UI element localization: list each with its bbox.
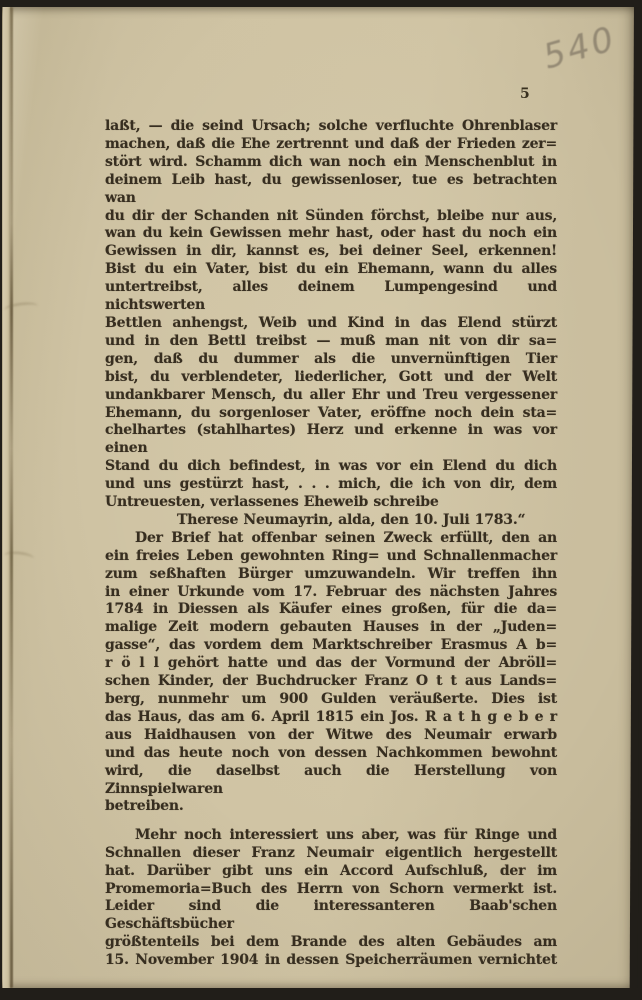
text-line: gasse“, das vordem dem Marktschreiber Erasmus A b= bbox=[105, 637, 557, 654]
text-line: betreiben. bbox=[105, 798, 184, 815]
text-line: malige Zeit modern gebauten Hauses in der „Juden= bbox=[105, 619, 557, 636]
binding-crease bbox=[10, 7, 13, 988]
text-line: gen, daß du dummer als die unvernünftigen Tier bbox=[105, 350, 557, 367]
text-line: wan du kein Gewissen mehr hast, oder hast du noch ein bbox=[105, 225, 557, 242]
text-line: in einer Urkunde vom 17. Februar des nächsten Jahres bbox=[105, 583, 557, 600]
text-line: Bist du ein Vater, bist du ein Ehemann, wann du alles bbox=[105, 261, 557, 278]
text-line: undankbarer Mensch, du aller Ehr und Treu vergessener bbox=[105, 386, 557, 403]
text-line: hat. Darüber gibt uns ein Accord Aufschluß, der im bbox=[105, 862, 557, 879]
text-line: deinem Leib hast, du gewissenloser, tue es betrachten wan bbox=[105, 171, 557, 206]
page-paper bbox=[2, 7, 634, 988]
text-line: Bettlen anhengst, Weib und Kind in das Elend stürzt bbox=[105, 314, 557, 331]
text-line: zum seßhaften Bürger umzuwandeln. Wir treffen ihn bbox=[105, 565, 557, 582]
text-line: Schnallen dieser Franz Neumair eigentlich hergestellt bbox=[105, 844, 557, 861]
letter-signature bbox=[105, 512, 557, 530]
scan-edge-top bbox=[0, 0, 642, 7]
text-line: Therese Neumayrin, alda, den 10. Juli 1783.“ bbox=[177, 511, 526, 528]
paragraph bbox=[105, 827, 557, 970]
handwritten-archive-number: 540 bbox=[538, 18, 621, 78]
text-line: das Haus, das am 6. April 1815 ein Jos. R a t h g e b e r bbox=[105, 708, 557, 725]
text-line: Promemoria=Buch des Herrn von Schorn vermerkt ist. bbox=[105, 880, 557, 897]
text-line: Mehr noch interessiert uns aber, was für Ringe und bbox=[135, 826, 557, 843]
text-line: du dir der Schanden nit Sünden förchst, bleibe nur aus, bbox=[105, 207, 557, 224]
text-line: r ö l l gehört hatte und das der Vormund der Abröll= bbox=[105, 655, 557, 672]
text-line: und das heute noch von dessen Nachkommen bewohnt bbox=[105, 744, 557, 761]
text-line: Gewissen in dir, kannst es, bei deiner Seel, erkennen! bbox=[105, 243, 557, 260]
paragraph bbox=[105, 530, 557, 817]
text-line: laßt, — die seind Ursach; solche verfluchte Ohrenblaser bbox=[105, 118, 557, 134]
text-line: wird, die daselbst auch die Herstellung von Zinnspielwaren bbox=[105, 762, 557, 797]
text-line: aus Haidhausen von der Witwe des Neumair erwarb bbox=[105, 726, 557, 743]
text-line: 15. November 1904 in dessen Speicherräumen vernichtet bbox=[105, 952, 557, 969]
text-line: chelhartes (stahlhartes) Herz und erkenne in was vor einen bbox=[105, 422, 557, 457]
text-line: machen, daß die Ehe zertrennt und daß der Frieden zer= bbox=[105, 135, 557, 152]
text-line: Stand du dich befindest, in was vor ein Elend du dich bbox=[105, 458, 557, 475]
text-line: Leider sind die interessanteren Baab'schen Geschäftsbücher bbox=[105, 898, 557, 933]
text-line: Ehemann, du sorgenloser Vater, eröffne noch dein sta= bbox=[105, 404, 557, 421]
text-line: und uns gestürzt hast, . . . mich, die ich von dir, dem bbox=[105, 476, 557, 493]
text-line: bist, du verblendeter, liederlicher, Gott und der Welt bbox=[105, 368, 557, 385]
text-line: ein freies Leben gewohnten Ring= und Schnallenmacher bbox=[105, 547, 557, 564]
text-line: untertreibst, alles deinem Lumpengesind und nichtswerten bbox=[105, 279, 557, 314]
text-line: Der Brief hat offenbar seinen Zweck erfüllt, den an bbox=[135, 529, 557, 546]
page-number: 5 bbox=[520, 86, 530, 102]
paragraph bbox=[105, 118, 557, 512]
text-line: 1784 in Diessen als Käufer eines großen, für die da= bbox=[105, 601, 557, 618]
text-line: Untreuesten, verlassenes Eheweib schreibe bbox=[105, 494, 439, 511]
binding-gutter bbox=[3, 7, 10, 988]
text-line: und in den Bettl treibst — muß man nit von dir sa= bbox=[105, 332, 557, 349]
text-block bbox=[105, 118, 557, 970]
text-line: größtenteils bei dem Brande des alten Gebäudes am bbox=[105, 934, 557, 951]
text-line: schen Kinder, der Buchdrucker Franz O t t aus Lands= bbox=[105, 673, 557, 690]
text-line: berg, nunmehr um 900 Gulden veräußerte. Dies ist bbox=[105, 691, 557, 707]
scan-edge-bottom bbox=[0, 988, 642, 1000]
text-line: stört wird. Schamm dich wan noch ein Menschenblut in bbox=[105, 153, 557, 170]
